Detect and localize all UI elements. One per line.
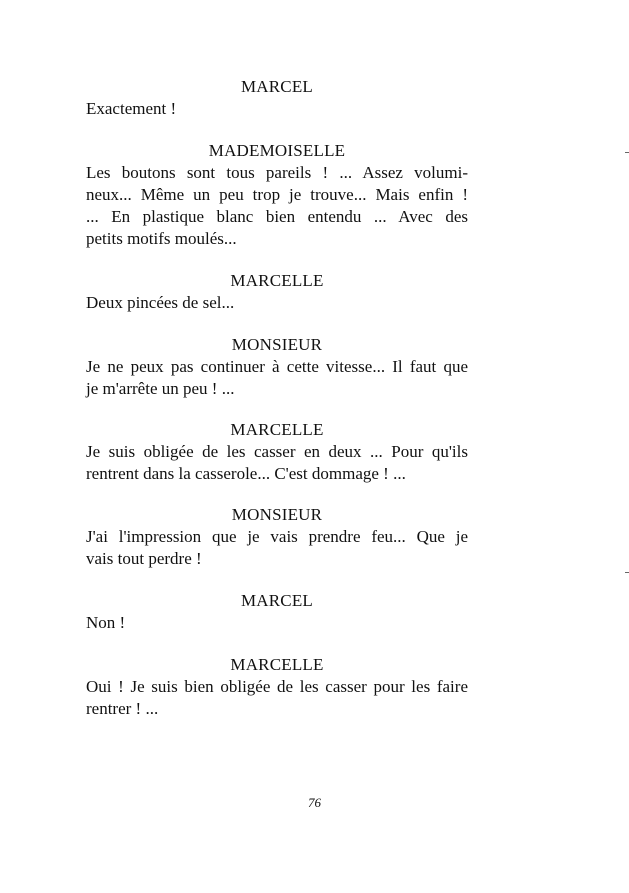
speaker-name: MARCELLE [230,271,324,290]
play-text [86,76,468,720]
dialogue-line: Les boutons sont tous pareils ! ... Assez volumi- [86,163,468,182]
speaker-name: MARCEL [240,591,314,610]
dialogue-line: Exactement ! [86,99,177,118]
scan-edge-mark [625,572,629,573]
dialogue-line: Je ne peux pas continuer à cette vitesse... Il faut que [86,357,468,376]
speaker-name: MARCELLE [230,655,324,674]
dialogue-line: ... En plastique blanc bien entendu ... Avec des [86,207,468,226]
dialogue-line: neux... Même un peu trop je trouve... Mais enfin ! [86,185,468,204]
page-number: 76 [308,795,321,810]
dialogue-block [86,654,468,720]
dialogue-block [86,76,468,120]
dialogue-block [86,140,468,250]
dialogue-line: vais tout perdre ! [86,549,202,568]
dialogue-line: petits motifs moulés... [86,229,237,248]
dialogue-block [86,419,468,485]
dialogue-line: J'ai l'impression que je vais prendre feu... Que je [86,527,468,546]
dialogue-block [86,504,468,570]
speaker-name: MARCELLE [230,420,324,439]
speaker-name: MONSIEUR [231,335,323,354]
dialogue-block [86,334,468,400]
dialogue-block [86,270,468,314]
dialogue-line: Je suis obligée de les casser en deux ... Pour qu'ils [86,442,468,461]
scan-edge-mark [625,152,629,153]
dialogue-line: je m'arrête un peu ! ... [86,379,235,398]
dialogue-line: Oui ! Je suis bien obligée de les casser pour les faire [86,677,468,696]
speaker-name: MARCEL [240,77,314,96]
dialogue-line: Deux pincées de sel... [86,293,235,312]
speaker-name: MONSIEUR [231,505,323,524]
dialogue-line: rentrer ! ... [86,699,159,718]
dialogue-block [86,590,468,634]
dialogue-line: Non ! [86,613,126,632]
dialogue-line: rentrent dans la casserole... C'est dommage ! ... [86,464,406,483]
speaker-name: MADEMOISELLE [208,141,346,160]
